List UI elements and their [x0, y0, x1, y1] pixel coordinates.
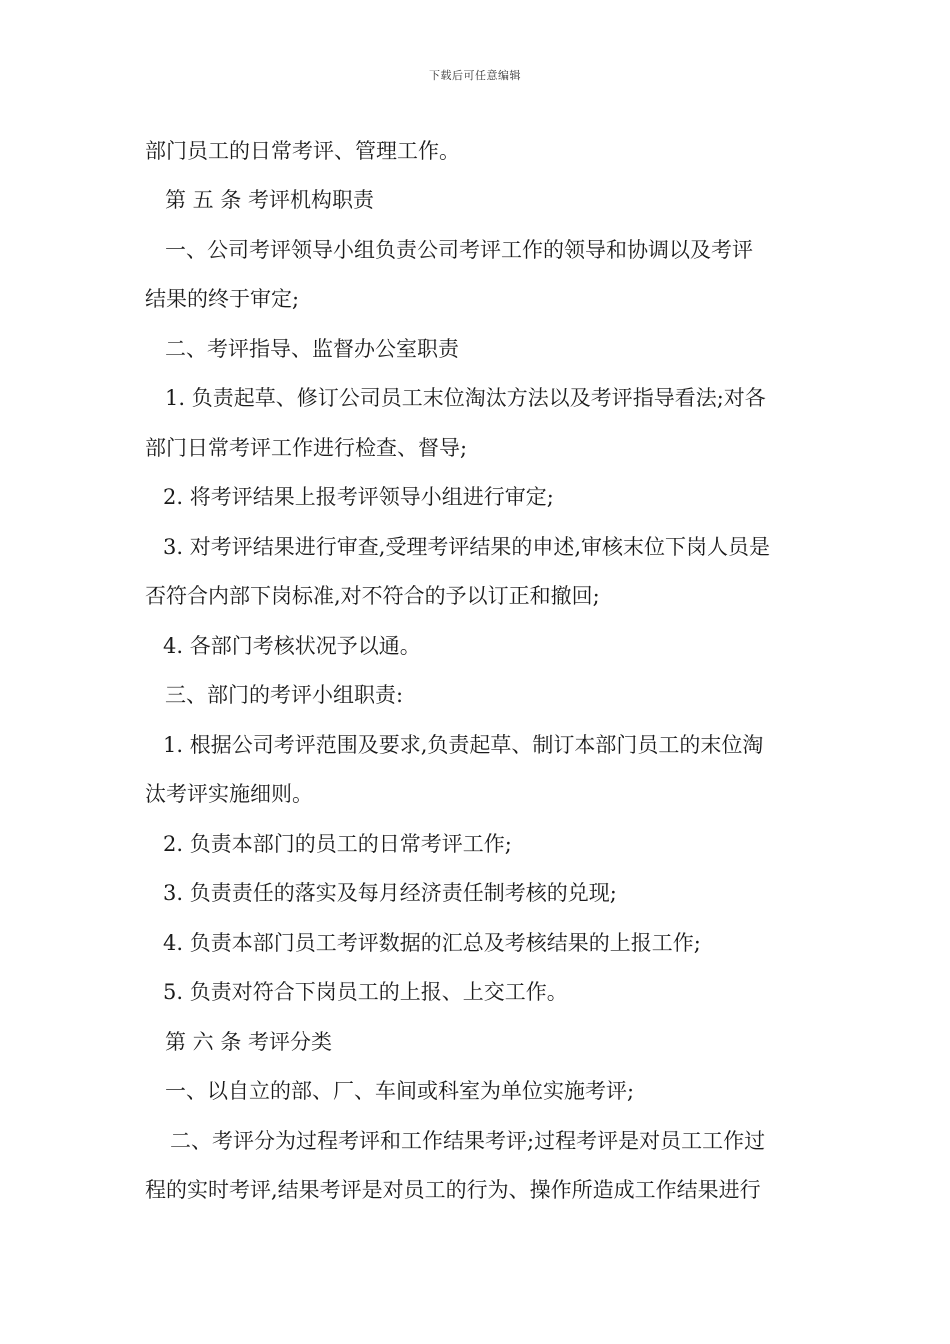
- list-item: 2. 负责本部门的员工的日常考评工作;: [163, 832, 512, 856]
- paragraph-line: 一、公司考评领导小组负责公司考评工作的领导和协调以及考评: [165, 238, 753, 262]
- page-header: 下载后可任意编辑: [429, 69, 521, 82]
- list-item: 5. 负责对符合下岗员工的上报、上交工作。: [163, 980, 568, 1004]
- list-item: 4. 负责本部门员工考评数据的汇总及考核结果的上报工作;: [163, 931, 701, 955]
- list-item: 2. 将考评结果上报考评领导小组进行审定;: [163, 485, 554, 509]
- paragraph-line: 一、以自立的部、厂、车间或科室为单位实施考评;: [165, 1079, 635, 1103]
- list-item: 1. 负责起草、修订公司员工末位淘汰方法以及考评指导看法;对各: [165, 386, 766, 410]
- paragraph-line: 二、考评分为过程考评和工作结果考评;过程考评是对员工工作过: [170, 1129, 766, 1153]
- paragraph-line: 结果的终于审定;: [145, 287, 300, 311]
- subsection-heading: 三、部门的考评小组职责:: [165, 683, 404, 707]
- list-item: 3. 负责责任的落实及每月经济责任制考核的兑现;: [163, 881, 617, 905]
- paragraph-line: 程的实时考评,结果考评是对员工的行为、操作所造成工作结果进行: [145, 1178, 761, 1202]
- paragraph-line: 汰考评实施细则。: [145, 782, 313, 806]
- subsection-heading: 二、考评指导、监督办公室职责: [165, 337, 459, 361]
- list-item: 3. 对考评结果进行审查,受理考评结果的申述,审核末位下岗人员是: [163, 535, 771, 559]
- paragraph-line: 部门员工的日常考评、管理工作。: [145, 139, 460, 163]
- section-heading: 第 六 条 考评分类: [165, 1030, 333, 1054]
- list-item: 1. 根据公司考评范围及要求,负责起草、制订本部门员工的末位淘: [163, 733, 764, 757]
- section-heading: 第 五 条 考评机构职责: [165, 188, 375, 212]
- list-item: 4. 各部门考核状况予以通。: [163, 634, 421, 658]
- paragraph-line: 否符合内部下岗标准,对不符合的予以订正和撤回;: [145, 584, 600, 608]
- paragraph-line: 部门日常考评工作进行检查、督导;: [145, 436, 468, 460]
